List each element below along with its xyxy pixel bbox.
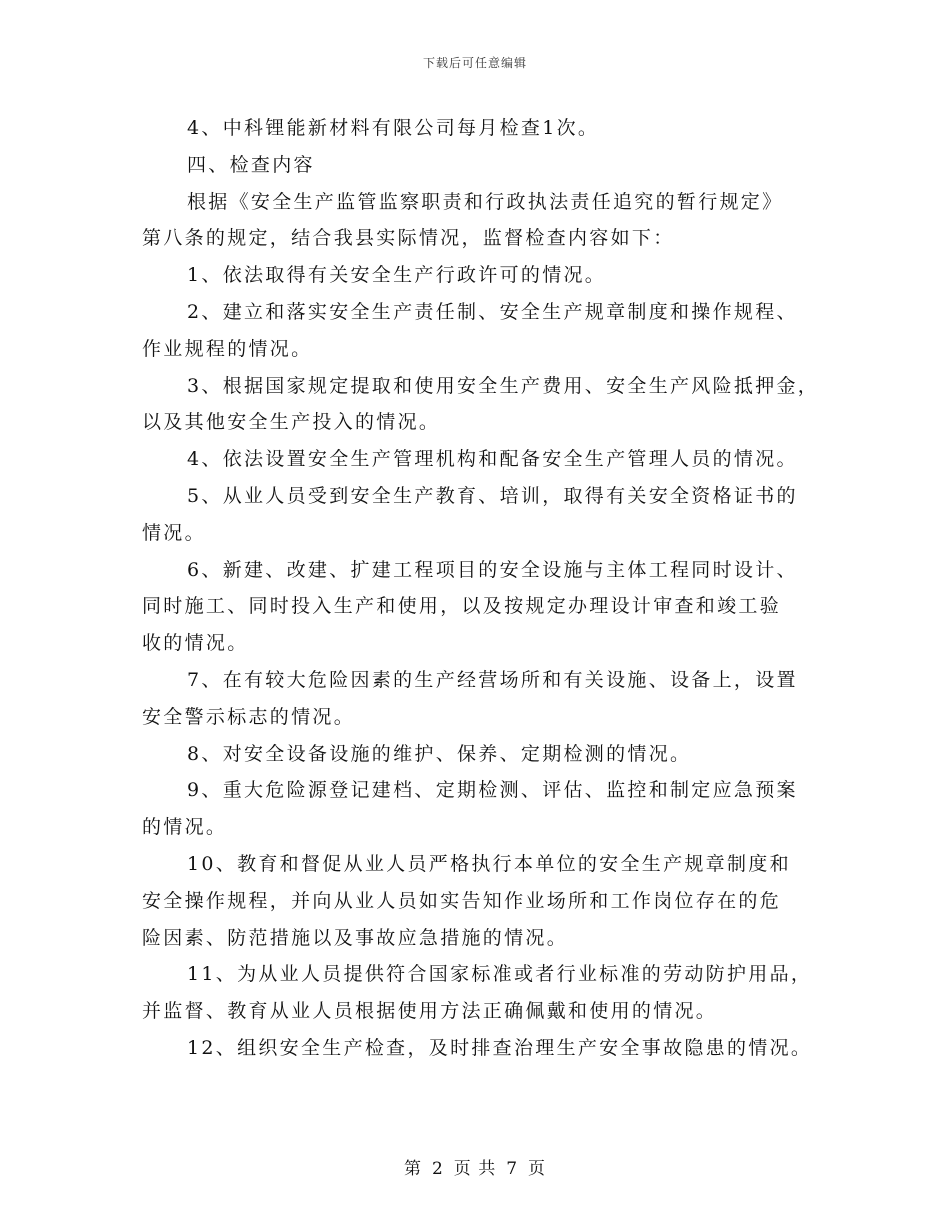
paragraph-line: 3、根据国家规定提取和使用安全生产费用、安全生产风险抵押金， xyxy=(187,374,820,397)
document-body xyxy=(142,110,822,1067)
paragraph-line: 4、依法设置安全生产管理机构和配备安全生产管理人员的情况。 xyxy=(187,448,798,471)
page-number-suffix: 页 xyxy=(528,1159,547,1179)
page-header: 下载后可任意编辑 xyxy=(422,56,527,70)
paragraph-line: 1、依法取得有关安全生产行政许可的情况。 xyxy=(187,264,607,287)
current-page-number: 2 xyxy=(431,1159,444,1179)
paragraph-line: 2、建立和落实安全生产责任制、安全生产规章制度和操作规程、 xyxy=(187,300,798,323)
paragraph-line: 安全操作规程，并向从业人员如实告知作业场所和工作岗位存在的危 xyxy=(142,889,782,912)
section-heading: 四、检查内容 xyxy=(187,153,315,176)
paragraph-line: 6、新建、改建、扩建工程项目的安全设施与主体工程同时设计、 xyxy=(187,558,798,581)
paragraph-line: 7、在有较大危险因素的生产经营场所和有关设施、设备上，设置 xyxy=(187,668,798,691)
paragraph-line: 险因素、防范措施以及事故应急措施的情况。 xyxy=(142,926,569,949)
paragraph-line: 作业规程的情况。 xyxy=(142,337,313,360)
total-pages-number: 7 xyxy=(506,1159,519,1179)
paragraph-line: 并监督、教育从业人员根据使用方法正确佩戴和使用的情况。 xyxy=(142,1000,718,1023)
paragraph-line: 收的情况。 xyxy=(142,632,249,655)
page-number-middle: 页 共 xyxy=(453,1159,497,1179)
paragraph-line: 11、为从业人员提供符合国家标准或者行业标准的劳动防护用品， xyxy=(187,963,813,986)
paragraph-line: 12、组织安全生产检查，及时排查治理生产安全事故隐患的情况。 xyxy=(187,1036,813,1059)
paragraph-line: 情况。 xyxy=(142,521,206,544)
paragraph-line: 8、对安全设备设施的维护、保养、定期检测的情况。 xyxy=(187,742,692,765)
paragraph-line: 5、从业人员受到安全生产教育、培训，取得有关安全资格证书的 xyxy=(187,484,798,507)
paragraph-line: 根据《安全生产监管监察职责和行政执法责任追究的暂行规定》 xyxy=(187,190,784,213)
paragraph-line: 9、重大危险源登记建档、定期检测、评估、监控和制定应急预案 xyxy=(187,779,798,802)
page-footer xyxy=(0,1154,950,1179)
paragraph-line: 的情况。 xyxy=(142,816,228,839)
paragraph-line: 10、教育和督促从业人员严格执行本单位的安全生产规章制度和 xyxy=(187,852,791,875)
paragraph-line: 4、中科锂能新材料有限公司每月检查1次。 xyxy=(187,117,600,139)
paragraph-line: 同时施工、同时投入生产和使用，以及按规定办理设计审查和竣工验 xyxy=(142,595,782,618)
paragraph-line: 第八条的规定，结合我县实际情况，监督检查内容如下： xyxy=(142,227,675,250)
page-number-prefix: 第 xyxy=(403,1159,422,1179)
paragraph-line: 以及其他安全生产投入的情况。 xyxy=(142,411,441,434)
paragraph-line: 安全警示标志的情况。 xyxy=(142,705,356,728)
